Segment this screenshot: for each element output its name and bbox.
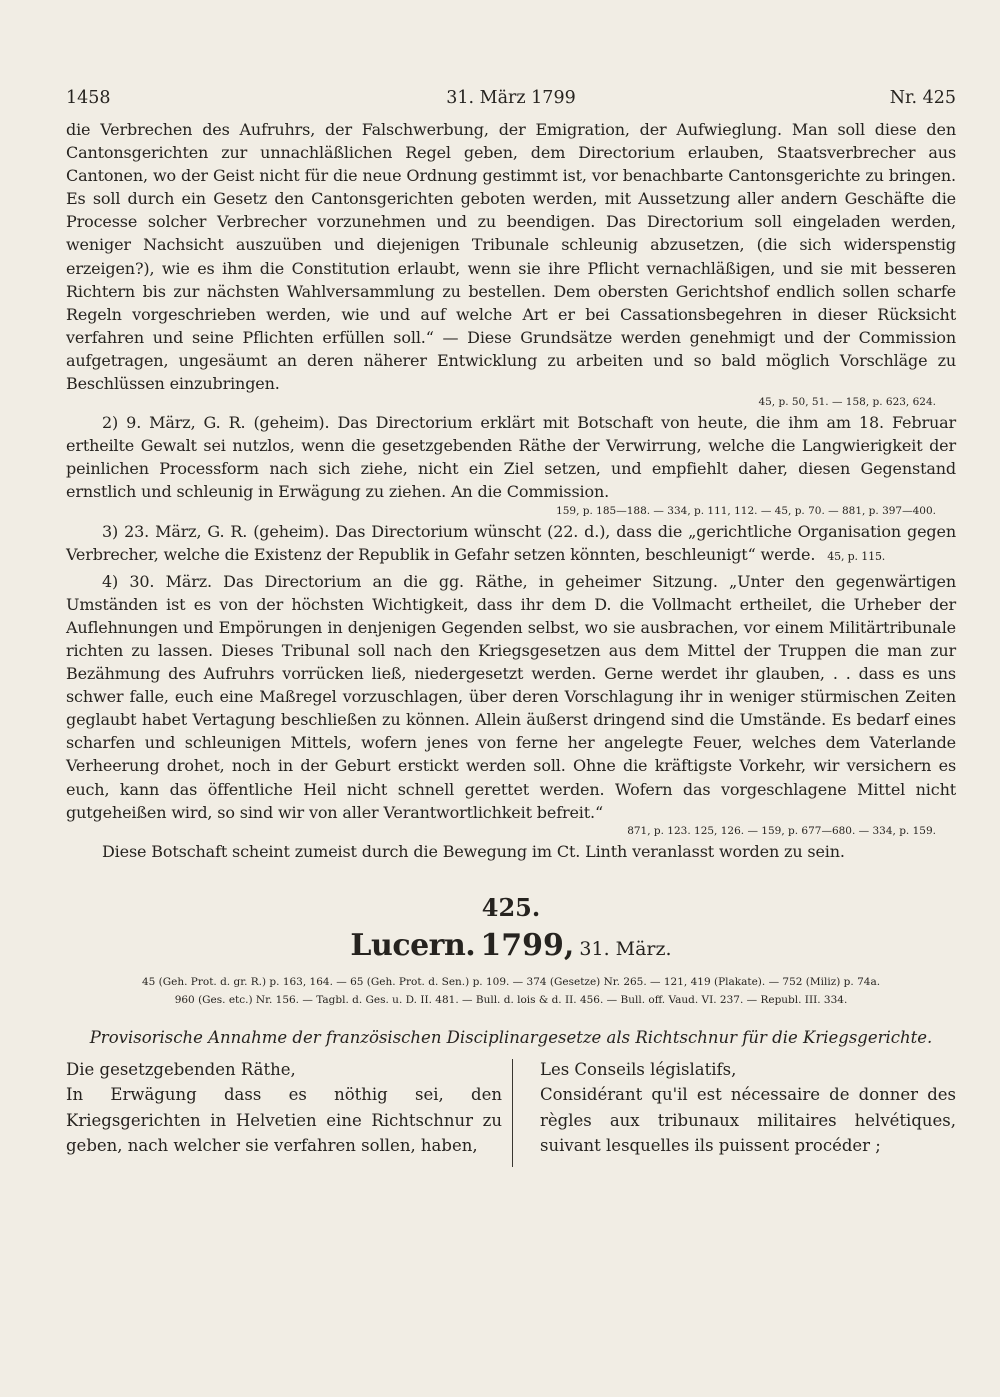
bilingual-columns bbox=[66, 1057, 956, 1157]
column-divider bbox=[512, 1059, 513, 1167]
sources-line-2: 960 (Ges. etc.) Nr. 156. — Tagbl. d. Ges. u. D. II. 481. — Bull. d. lois & d. II. 456. — Bull. off. Vaud. VI. 237. — Republ. III. 334. bbox=[174, 993, 848, 1006]
body-paragraph-1: die Verbrechen des Aufruhrs, der Falschwerbung, der Emigration, der Aufwieglung. Man soll diese den Cantonsgerichten zur unnachläßlichen Regel geben, dem Directorium erlauben, Staatsverbrecher aus Cantonen, wo der Geist nicht für die neue Ordnung gestimmt ist, vor benachbarte Cantonsgerichte zu bringen. Es soll durch ein Gesetz den Cantonsgerichten geboten werden, mit Aussetzung aller andern Geschäfte die Processe solcher Verbrecher vorzunehmen und zu beendigen. Das Directorium soll eingeladen werden, weniger Nachsicht auszuüben und diejenigen Tribunale schleunig abzusetzen, (die sich widerspenstig erzeigen?), wie es ihm die Constitution erlaubt, wenn sie ihre Pflicht vernachläßigen, und sie mit besseren Richtern bis zur nächsten Wahlversammlung zu bestellen. Dem obersten Gerichtshof endlich sollen scharfe Regeln vorgeschrieben werden, wie und auf welche Art er bei Cassationsbegehren in dieser Rücksicht verfahren und seine Pflichten erfüllen soll.“ — Diese Grundsätze werden genehmigt und der Commission aufgetragen, ungesäumt an deren näherer Entwicklung zu arbeiten und so bald möglich Vorschläge zu Beschlüssen einzubringen. bbox=[66, 120, 956, 394]
source-reference-3: 45, p. 115. bbox=[827, 549, 886, 563]
page-header bbox=[66, 88, 956, 118]
document-year: 1799, bbox=[480, 927, 575, 963]
source-reference-4: 871, p. 123. 125, 126. — 159, p. 677—680. — 334, p. 159. bbox=[627, 824, 936, 837]
german-text: In Erwägung dass es nöthig sei, den Kriegsgerichten in Helvetien eine Richtschnur zu geben, nach welcher sie verfahren sollen, haben, bbox=[66, 1085, 502, 1156]
german-heading: Die gesetzgebenden Räthe, bbox=[66, 1059, 296, 1079]
body-paragraph-4: 4) 30. März. Das Directorium an die gg. Räthe, in geheimer Sitzung. „Unter den gegenwärtigen Umständen ist es von der höchsten Wichtigkeit, dass ihr dem D. die Vollmacht ertheilet, die Urheber der Auflehnungen und Empörungen in denjenigen Gegenden selbst, wo sie ausbrachen, vor einem Militärtribunale richten zu lassen. Dieses Tribunal soll nach den Kriegsgesetzen aus dem Mittel der Truppen die man zur Bezähmung des Aufruhrs vorrücken ließ, niedergesetzt werden. Gerne werdet ihr glauben, . . dass es uns schwer falle, euch eine Maßregel vorzuschlagen, über deren Vorschlagung ihr in weniger stürmischen Zeiten geglaubt habet Vertagung beschließen zu können. Allein äußerst dringend sind die Umstände. Es bedarf eines scharfen und schleunigen Mittels, wofern jenes von ferne her angelegte Feuer, welches dem Vaterlande Verheerung drohet, noch in der Geburt erstickt werden soll. Ohne die kräftigste Vorkehr, wir versichern es euch, kann das öffentliche Heil nicht schnell gerettet werden. Wofern das vorgeschlagene Mittel nicht gutgeheißen wird, so sind wir von aller Verantwortlichkeit befreit.“ bbox=[66, 571, 956, 822]
page bbox=[66, 88, 956, 1157]
body-paragraph-5: Diese Botschaft scheint zumeist durch die Bewegung im Ct. Linth veranlasst worden zu sein. bbox=[102, 841, 845, 861]
sources-line-1: 45 (Geh. Prot. d. gr. R.) p. 163, 164. — 65 (Geh. Prot. d. Sen.) p. 109. — 374 (Gesetze) Nr. 265. — 121, 419 (Plakate). — 752 (Miliz) p. 74a. bbox=[141, 975, 881, 988]
body-paragraph-3 bbox=[66, 520, 956, 568]
header-date: 31. März 1799 bbox=[446, 88, 576, 108]
document-day: 31. März. bbox=[579, 937, 672, 960]
body-paragraph-3-text: 3) 23. März, G. R. (geheim). Das Directorium wünscht (22. d.), dass die „gerichtliche Organisation gegen Verbrecher, welche die Existenz der Republik in Gefahr setzen könnten, beschleunigt“ werde. bbox=[66, 521, 956, 564]
place-name: Lucern. bbox=[350, 927, 476, 963]
french-heading: Les Conseils législatifs, bbox=[540, 1059, 737, 1079]
place-date-line bbox=[66, 927, 956, 969]
archival-sources bbox=[66, 973, 956, 1009]
french-column bbox=[540, 1057, 956, 1159]
german-column bbox=[66, 1057, 502, 1159]
body-paragraph-2: 2) 9. März, G. R. (geheim). Das Directorium erklärt mit Botschaft von heute, die ihm am 18. Februar ertheilte Gewalt sei nutzlos, wenn die gesetzgebenden Räthe der Verwirrung, welche die Langwierigkeit der peinlichen Processform nach sich ziehe, nicht ein Ziel setzen, und empfiehlt daher, diesen Gegenstand ernstlich und schleunig in Erwägung zu ziehen. An die Commission. bbox=[66, 413, 956, 502]
french-text: Considérant qu'il est nécessaire de donner des règles aux tribunaux militaires helvétiques, suivant lesquelles ils puissent procéder ; bbox=[540, 1085, 956, 1156]
source-reference-1: 45, p. 50, 51. — 158, p. 623, 624. bbox=[758, 396, 936, 409]
document-subtitle: Provisorische Annahme der französischen Disciplinargesetze als Richtschnur für die Kriegsgerichte. bbox=[89, 1027, 933, 1047]
document-number: 425. bbox=[481, 892, 541, 922]
document-number-header: Nr. 425 bbox=[889, 88, 956, 108]
source-reference-2: 159, p. 185—188. — 334, p. 111, 112. — 45, p. 70. — 881, p. 397—400. bbox=[556, 504, 936, 517]
page-number: 1458 bbox=[66, 88, 111, 108]
